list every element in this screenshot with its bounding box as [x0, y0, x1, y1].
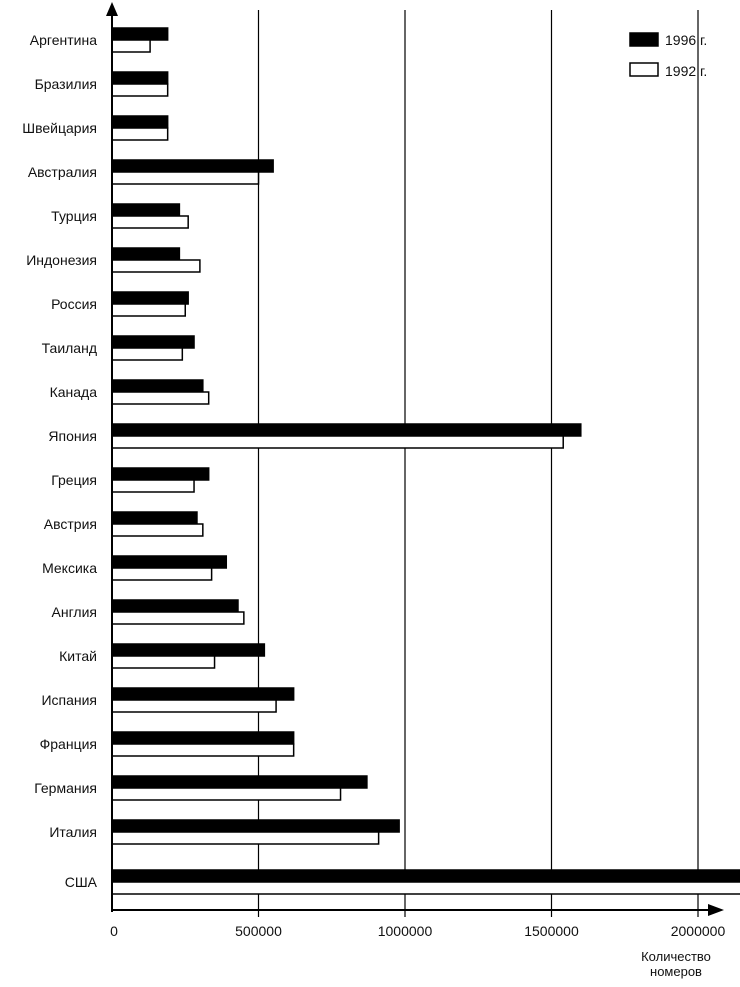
bar-1996: [112, 776, 367, 788]
bar-1992: [112, 524, 203, 536]
bar-1992: [112, 480, 194, 492]
bar-1992: [112, 612, 244, 624]
legend-swatch-1992: [630, 63, 658, 76]
bar-1996: [112, 556, 226, 568]
legend: [630, 32, 707, 79]
bar-1996: [112, 116, 168, 128]
x-axis-arrow: [708, 904, 724, 916]
bar-1992: [112, 172, 259, 184]
bar-1992: [112, 348, 182, 360]
bar-1992: [112, 656, 215, 668]
category-label: Россия: [51, 296, 97, 312]
category-label: Италия: [49, 824, 97, 840]
bar-1996: [112, 468, 209, 480]
category-label: Канада: [49, 384, 97, 400]
bar-1992: [112, 216, 188, 228]
x-axis-label: [641, 949, 711, 979]
category-label: Китай: [59, 648, 97, 664]
x-tick-label: 500000: [235, 923, 282, 939]
legend-label-1992: 1992 г.: [665, 63, 708, 79]
bar-1996: [112, 28, 168, 40]
legend-swatch-1996: [630, 33, 658, 46]
bar-1996: [112, 644, 264, 656]
bar-1996: [112, 688, 294, 700]
bar-1996: [112, 72, 168, 84]
bar-1992: [112, 260, 200, 272]
category-labels: [22, 32, 97, 890]
bar-1996: [112, 732, 294, 744]
bar-1992: [112, 882, 740, 894]
x-tick-label: 1500000: [524, 923, 579, 939]
category-label: Франция: [39, 736, 97, 752]
category-label: Аргентина: [29, 32, 97, 48]
category-label: Таиланд: [41, 340, 97, 356]
bar-1996: [112, 336, 194, 348]
bar-1992: [112, 436, 563, 448]
category-label: Испания: [41, 692, 97, 708]
bar-1992: [112, 568, 212, 580]
category-label: Мексика: [42, 560, 97, 576]
category-label: Турция: [51, 208, 97, 224]
bar-1992: [112, 744, 294, 756]
category-label: Австралия: [27, 164, 97, 180]
category-label: Бразилия: [34, 76, 97, 92]
bar-1992: [112, 700, 276, 712]
bar-1992: [112, 304, 185, 316]
bar-1996: [112, 160, 273, 172]
x-tick-label: 2000000: [670, 923, 726, 939]
bar-1996: [112, 204, 179, 216]
bar-1996: [112, 248, 179, 260]
bar-1996: [112, 820, 399, 832]
bar-1992: [112, 128, 168, 140]
bar-1996: [112, 424, 581, 436]
bar-1996: [112, 870, 740, 882]
bar-1992: [112, 832, 379, 844]
bars-group: [112, 28, 740, 894]
bar-1996: [112, 512, 197, 524]
bar-1996: [112, 292, 188, 304]
x-axis-label-line-2: номеров: [650, 964, 702, 979]
x-tick-label: 1000000: [377, 923, 433, 939]
bar-1992: [112, 40, 150, 52]
x-axis-label-line-1: Количество: [641, 949, 711, 964]
category-label: Индонезия: [26, 252, 97, 268]
bar-1992: [112, 84, 168, 96]
category-label: Греция: [51, 472, 97, 488]
bar-1996: [112, 600, 238, 612]
bar-1996: [112, 380, 203, 392]
bar-1992: [112, 788, 341, 800]
category-label: Япония: [48, 428, 97, 444]
x-tick-label: 0: [110, 923, 118, 939]
bar-1992: [112, 392, 209, 404]
y-axis-arrow: [106, 2, 118, 16]
x-tick-labels: [110, 923, 740, 939]
category-label: США: [64, 874, 97, 890]
category-label: Англия: [51, 604, 97, 620]
category-label: Австрия: [43, 516, 97, 532]
legend-label-1996: 1996 г.: [665, 32, 708, 48]
category-label: Швейцария: [22, 120, 97, 136]
category-label: Германия: [34, 780, 97, 796]
